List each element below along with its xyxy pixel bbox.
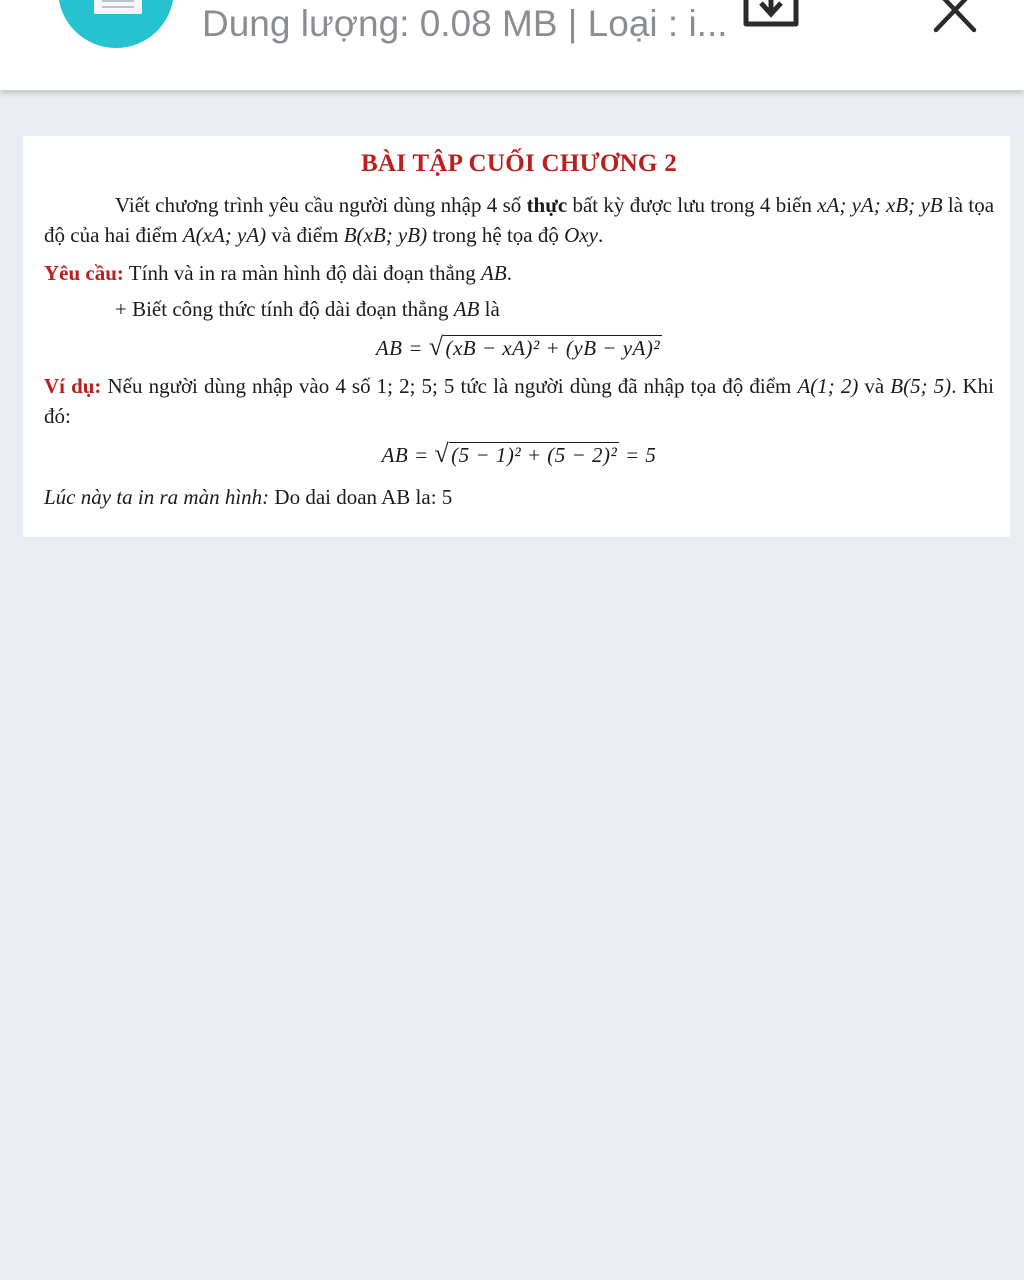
- requirement-text: Tính và in ra màn hình độ dài đoạn thẳng: [123, 261, 482, 285]
- example-text: Nếu người dùng nhập vào 4 số: [101, 374, 377, 398]
- intro-point-b: B(xB; yB): [343, 223, 428, 247]
- example-paragraph: [44, 371, 994, 431]
- file-info-title: Dung lượng: 0.08 MB | Loại : i...: [202, 3, 728, 44]
- example-point-b: B(5; 5): [890, 374, 952, 398]
- example-text: . Khi đó:: [44, 374, 995, 428]
- close-button[interactable]: [930, 0, 980, 34]
- output-line: [44, 482, 994, 512]
- hint-line: [44, 294, 994, 324]
- doc-line: [102, 0, 134, 2]
- example-point-a: A(1; 2): [797, 374, 859, 398]
- formula-radicand: (5 − 1)² + (5 − 2)²: [451, 443, 618, 467]
- formula-radicand: (xB − xA)² + (yB − yA)²: [445, 336, 661, 360]
- example-formula: [44, 439, 994, 470]
- download-icon: [740, 0, 802, 32]
- hint-text: là: [479, 297, 500, 321]
- intro-text: và điểm: [266, 223, 344, 247]
- page-title: BÀI TẬP CUỐI CHƯƠNG 2: [360, 150, 678, 177]
- document-preview: [23, 136, 1010, 537]
- document-content: [44, 136, 994, 512]
- intro-text: Viết chương trình yêu cầu người dùng nhập 4 số: [115, 193, 527, 217]
- sqrt-symbol: √: [428, 332, 444, 361]
- intro-text: bất kỳ được lưu trong 4 biến: [567, 193, 818, 217]
- intro-paragraph: [44, 190, 994, 250]
- formula-lhs: AB =: [381, 443, 435, 467]
- intro-system: Oxy: [564, 223, 598, 247]
- requirement-text: .: [506, 261, 512, 285]
- example-label: Ví dụ:: [44, 374, 102, 398]
- intro-text: là tọa độ của hai điểm: [44, 193, 995, 247]
- hint-segment: AB: [453, 297, 480, 321]
- close-icon: [930, 0, 980, 34]
- distance-formula: [44, 332, 994, 363]
- formula-rhs: = 5: [619, 443, 657, 467]
- doc-shape: [94, 0, 142, 14]
- hint-text: + Biết công thức tính độ dài đoạn thẳng: [115, 297, 454, 321]
- requirement-label: Yêu cầu:: [44, 261, 124, 285]
- document-icon: [58, 0, 174, 48]
- intro-vars: xA; yA; xB; yB: [817, 193, 943, 217]
- output-text: Do dai doan AB la: 5: [269, 485, 453, 509]
- requirement-line: [44, 258, 994, 288]
- intro-bold: thực: [526, 193, 568, 217]
- requirement-segment: AB: [481, 261, 507, 285]
- download-button[interactable]: [740, 0, 802, 32]
- intro-text: trong hệ tọa độ: [427, 223, 565, 247]
- formula-lhs: AB =: [375, 336, 429, 360]
- example-nums: 1; 2; 5; 5: [376, 374, 455, 398]
- intro-text: .: [597, 223, 604, 247]
- app-header: [0, 0, 1024, 90]
- doc-line: [102, 6, 134, 8]
- example-text: tức là người dùng đã nhập tọa độ điểm: [454, 374, 798, 398]
- intro-point-a: A(xA; yA): [182, 223, 267, 247]
- sqrt-symbol: √: [434, 439, 450, 468]
- output-label: Lúc này ta in ra màn hình:: [44, 485, 270, 509]
- example-text: và: [858, 374, 891, 398]
